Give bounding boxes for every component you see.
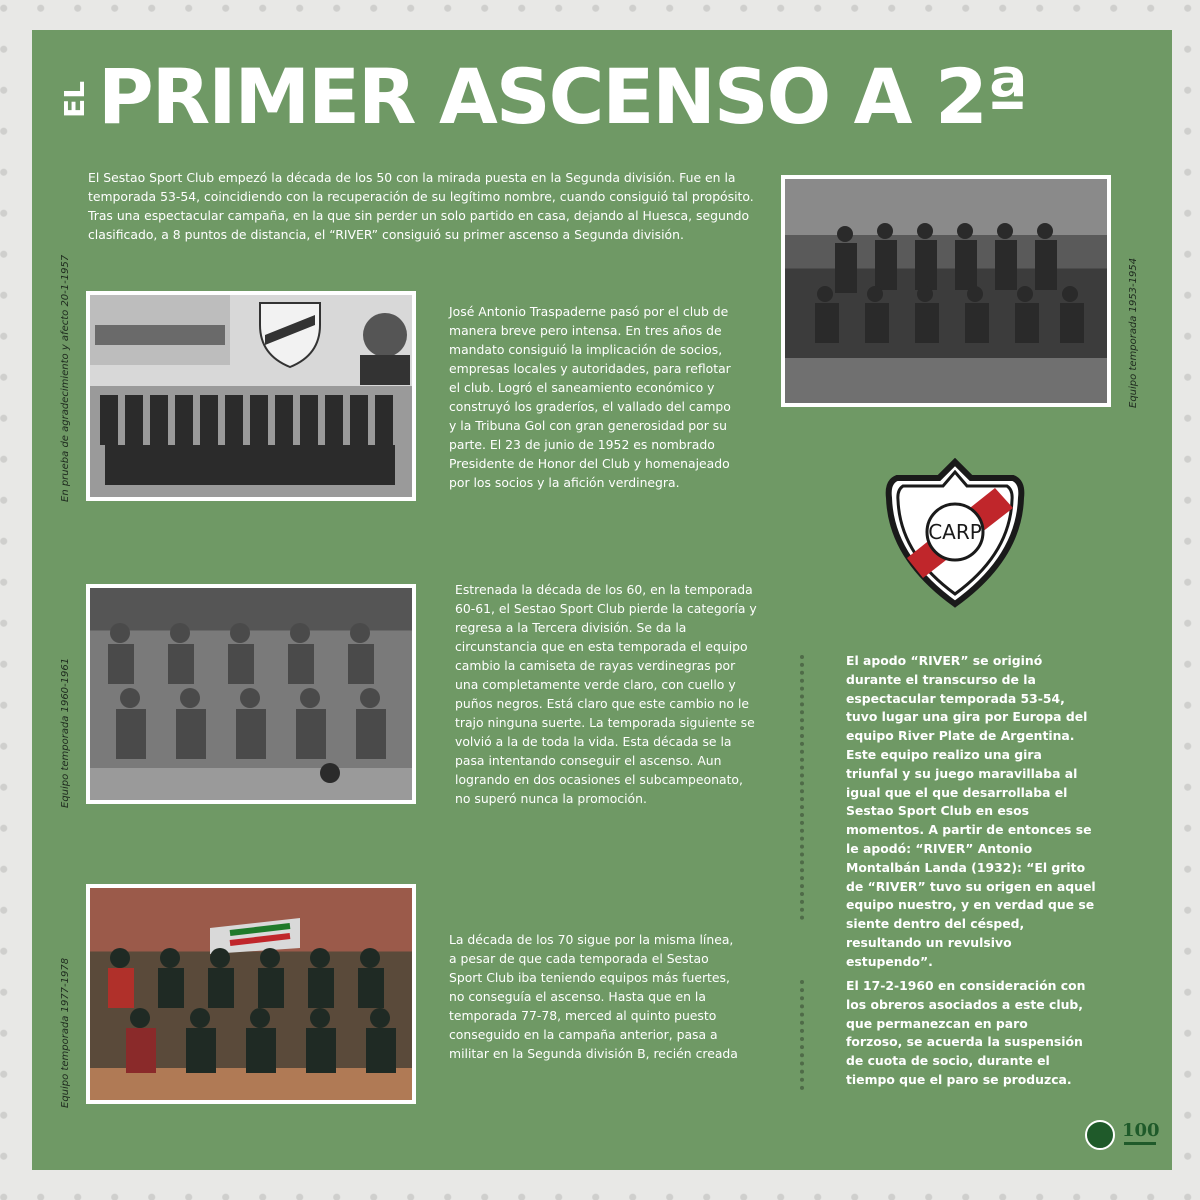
unemployment-note-text: El 17-2-1960 en consideración con los obreros asociados a este club, que permanezcan en paro forzoso, se acuerda la suspensión de cuota de socio, durante el tiempo que el paro se produzca. (846, 978, 1086, 1087)
photo-image (90, 295, 412, 497)
caption-section-1: En prueba de agradecimiento y afecto 20-1-1957 (60, 254, 71, 502)
caption-section-2: Equipo temporada 1960-1961 (60, 657, 71, 808)
section-3-text: La década de los 70 sigue por la misma línea, a pesar de que cada temporada el Sestao Sport Club iba teniendo equipos más fuertes, no conseguía el ascenso. Hasta que en la temporada 77-78, merced al quinto puesto conseguido en la campaña anterior, pasa a militar en la Segunda división B, recién creada (449, 932, 738, 1061)
section-2-text: Estrenada la década de los 60, en la temporada 60-61, el Sestao Sport Club pierde la categoría y regresa a la Tercera división. Se da la circunstancia que en esta temporada el equipo cambio la camiseta de rayas verdinegras por una completamente verde claro, con cuello y puños negros. Está claro que este cambio no le trajo ninguna suerte. La temporada siguiente se volvió a la de toda la vida. Esta década se la pasa intentando conseguir el ascenso. Aun logrando en dos ocasiones el subcampeonato, no superó nunca la promoción. (455, 582, 757, 806)
title-prefix: EL (58, 81, 91, 119)
title-main: PRIMER ASCENSO A 2ª (98, 52, 1027, 141)
players-illustration (90, 888, 412, 1100)
intro-paragraph: El Sestao Sport Club empezó la década de los 50 con la mirada puesta en la Segunda división. Fue en la temporada 53-54, coincidiendo con la recuperación de su legítimo nombre, cuando consiguió tal propósito. Tras una espectacular campaña, en la que sin perder un solo partido en casa, dejando al Huesca, segundo clasificado, a 8 puntos de distancia, el “RIVER” consiguió su primer ascenso a Segunda división. (88, 170, 754, 242)
club-logo-icon (1085, 1120, 1115, 1150)
section-1-text: José Antonio Traspaderne pasó por el club de manera breve pero intensa. En tres años de mandato consiguió la implicación de socios, empresas locales y autoridades, para reflotar el club. Logró el saneamiento económico y construyó los graderíos, el vallado del campo y la Tribuna Gol con gran generosidad por su parte. El 23 de junio de 1952 es nombrado Presidente de Honor del Club y homenajeado por los socios y la afición verdinegra. (449, 304, 731, 490)
caption-team-1953: Equipo temporada 1953-1954 (1128, 257, 1139, 408)
team-photo-1960 (86, 584, 416, 804)
river-nickname-text: El apodo “RIVER” se originó durante el transcurso de la espectacular temporada 53-54, tuvo lugar una gira por Europa del equipo River Plate de Argentina. Este equipo realizo una gira triunfal y su juego maravillaba al igual que el que desarrollaba el Sestao Sport Club en esos momentos. A partir de entonces se le apodó: “RIVER” Antonio Montalbán Landa (1932): “El grito de “RIVER” tuvo su origen en aquel equipo nuestro, y en verdad que se siente dentro del césped, resultando un revulsivo estupendo”. (846, 653, 1096, 969)
river-badge-icon (883, 458, 1027, 608)
players-illustration (90, 588, 412, 800)
dotted-divider-1 (800, 655, 808, 920)
page-title (60, 52, 1130, 142)
centenary-logo: 100 (1122, 1120, 1160, 1141)
dotted-divider-2 (800, 980, 808, 1090)
photo-image (90, 588, 412, 800)
photo-image (785, 179, 1107, 403)
traspaderne-collage (86, 291, 416, 501)
players-illustration (785, 179, 1107, 403)
centenary-underline (1124, 1142, 1156, 1145)
team-photo-1977 (86, 884, 416, 1104)
badge-letters: CARP (928, 520, 982, 544)
team-photo-1953 (781, 175, 1111, 407)
photo-image (90, 888, 412, 1100)
caption-section-3: Equipo temporada 1977-1978 (60, 957, 71, 1108)
collage-illustration (90, 295, 412, 497)
